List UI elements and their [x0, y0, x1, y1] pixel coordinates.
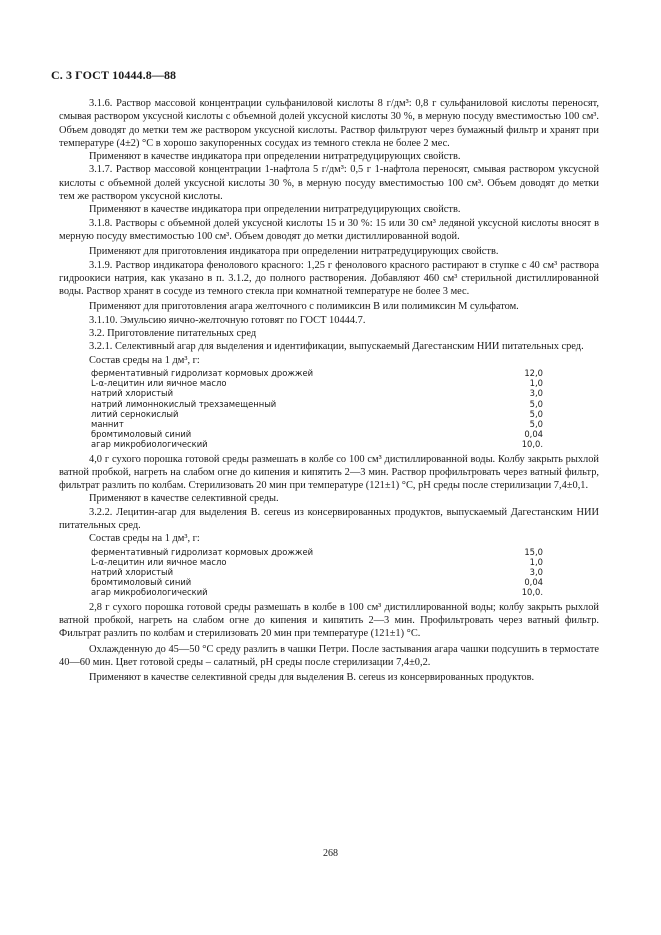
section-agar-1-preparation — [59, 453, 599, 546]
ingredient-amount: 0,04 — [524, 577, 543, 588]
table-row — [91, 378, 551, 388]
paragraph: 3.2.2. Лецитин-агар для выделения В. cereus из консервированных продуктов, выпускаемый Дагестанским НИИ питательных сред. — [59, 506, 599, 532]
section-reagents — [59, 97, 599, 367]
paragraph: Применяют в качестве индикатора при определении нитратредуцирующих свойств. — [89, 204, 461, 216]
ingredient-name: L-α-лецитин или яичное масло — [91, 378, 227, 389]
ingredient-name: маннит — [91, 418, 124, 429]
paragraph: Применяют в качестве селективной среды для выделения В. cereus из консервированных продуктов. — [89, 672, 535, 684]
table-row — [91, 419, 551, 429]
table-row — [91, 399, 551, 409]
ingredient-amount: 0,04 — [524, 429, 543, 440]
paragraph: Состав среды на 1 дм³, г: — [89, 533, 200, 545]
ingredient-name: ферментативный гидролизат кормовых дрожжей — [91, 546, 314, 557]
paragraph: Состав среды на 1 дм³, г: — [89, 354, 200, 366]
table-row — [91, 557, 551, 567]
ingredient-name: натрий хлористый — [91, 388, 174, 399]
table-row — [91, 429, 551, 439]
ingredient-name: натрий хлористый — [91, 567, 174, 578]
ingredient-name: натрий лимоннокислый трехзамещенный — [91, 398, 277, 409]
table-row — [91, 368, 551, 378]
paragraph: 4,0 г сухого порошка готовой среды размешать в колбе со 100 см³ дистиллированной воды. Колбу закрыть рыхлой ватной пробкой, нагреть на слабом огне до кипения и кипятить 2—3 мин. Раствор профильтровать через ватный фильтр, фильтрат разлить по колбам. Стерилизовать 20 мин при температуре (121±1) °С, рН среды после стерилизации 7,4±0,1. — [59, 453, 599, 492]
paragraph: Применяют для приготовления индикатора при определении нитратредуцирующих свойств. — [89, 246, 499, 258]
ingredient-name: агар микробиологический — [91, 439, 208, 450]
paragraph: Применяют для приготовления агара желточного с полимиксин В или полимиксин М сульфатом. — [89, 301, 519, 313]
paragraph: 3.1.6. Раствор массовой концентрации сульфаниловой кислоты 8 г/дм³: 0,8 г сульфаниловой кислоты переносят, смывая раствором уксусной кислоты с объемной долей уксусной кислоты 30 %, в мерную посуду вместимостью 100 см³. Объем доводят до метки тем же раствором уксусной кислоты. Раствор фильтруют через бумажный фильтр и хранят при температуре (4±2) °С в хорошо закупоренных сосудах из темного стекла не более 2 мес. — [59, 98, 599, 149]
composition-table-2 — [91, 547, 551, 598]
composition-table-1 — [91, 368, 551, 450]
ingredient-name: ферментативный гидролизат кормовых дрожжей — [91, 367, 314, 378]
ingredient-amount: 5,0 — [529, 398, 543, 409]
paragraph: 3.1.10. Эмульсию яично-желточную готовят по ГОСТ 10444.7. — [89, 314, 366, 326]
page-number: 268 — [323, 848, 338, 859]
table-row — [91, 388, 551, 398]
paragraph: 3.2.1. Селективный агар для выделения и идентификации, выпускаемый Дагестанским НИИ питательных сред. — [89, 341, 584, 353]
section-agar-2-preparation — [59, 601, 599, 685]
ingredient-name: бромтимоловый синий — [91, 429, 192, 440]
ingredient-amount: 3,0 — [529, 388, 543, 399]
table-row — [91, 547, 551, 557]
ingredient-amount: 15,0 — [524, 546, 543, 557]
table-row — [91, 567, 551, 577]
document-body — [59, 97, 599, 684]
paragraph: 3.1.9. Раствор индикатора фенолового красного: 1,25 г фенолового красного растирают в ступке с 40 см³ раствора гидроокиси натрия, как указано в п. 3.1.2, до полного растворения. Добавляют 460 см³ стерильной дистиллированной воды. Раствор хранят в сосуде из темного стекла при комнатной температуре не более 3 мес. — [59, 259, 599, 298]
paragraph: 2,8 г сухого порошка готовой среды размешать в колбе в 100 см³ дистиллированной воды; колбу закрыть рыхлой ватной пробкой, нагреть на слабом огне до кипения и кипятить 2—3 мин. Профильтровать через ватный фильтр. Фильтрат разлить по колбам и стерилизовать 20 мин при температуре (121±1) °С. — [59, 601, 599, 640]
table-row — [91, 577, 551, 587]
ingredient-name: бромтимоловый синий — [91, 577, 192, 588]
paragraph: Применяют в качестве индикатора при определении нитратредуцирующих свойств. — [89, 151, 461, 163]
paragraph: 3.2. Приготовление питательных сред — [89, 328, 257, 340]
paragraph: 3.1.8. Растворы с объемной долей уксусной кислоты 15 и 30 %: 15 или 30 см³ ледяной уксусной кислоты вносят в мерную посуду вместимостью 100 см³. Объем доводят до метки дистиллированной водой. — [59, 217, 599, 242]
table-row — [91, 409, 551, 419]
ingredient-amount: 3,0 — [529, 567, 543, 578]
ingredient-amount: 10,0. — [521, 439, 543, 450]
page-header: С. 3 ГОСТ 10444.8—88 — [51, 68, 177, 82]
ingredient-amount: 5,0 — [529, 408, 543, 419]
ingredient-name: агар микробиологический — [91, 587, 208, 598]
ingredient-amount: 5,0 — [529, 418, 543, 429]
ingredient-amount: 1,0 — [529, 378, 543, 389]
paragraph: Охлажденную до 45—50 °С среду разлить в чашки Петри. После застывания агара чашки подсушить в термостате 40—60 мин. Цвет готовой среды – салатный, рН среды после стерилизации 7,4±0,2. — [59, 643, 599, 668]
ingredient-amount: 1,0 — [529, 556, 543, 567]
paragraph: Применяют в качестве селективной среды. — [89, 493, 279, 505]
table-row — [91, 587, 551, 597]
ingredient-amount: 12,0 — [524, 367, 543, 378]
table-row — [91, 439, 551, 449]
ingredient-name: литий сернокислый — [91, 408, 179, 419]
paragraph: 3.1.7. Раствор массовой концентрации 1-нафтола 5 г/дм³: 0,5 г 1-нафтола переносят, смывая раствором уксусной кислоты с объемной долей уксусной кислоты 30 %, в мерную посуду вместимостью 100 см³. Объем доводят до метки тем же раствором уксусной кислоты. — [59, 164, 599, 203]
ingredient-name: L-α-лецитин или яичное масло — [91, 556, 227, 567]
ingredient-amount: 10,0. — [521, 587, 543, 598]
